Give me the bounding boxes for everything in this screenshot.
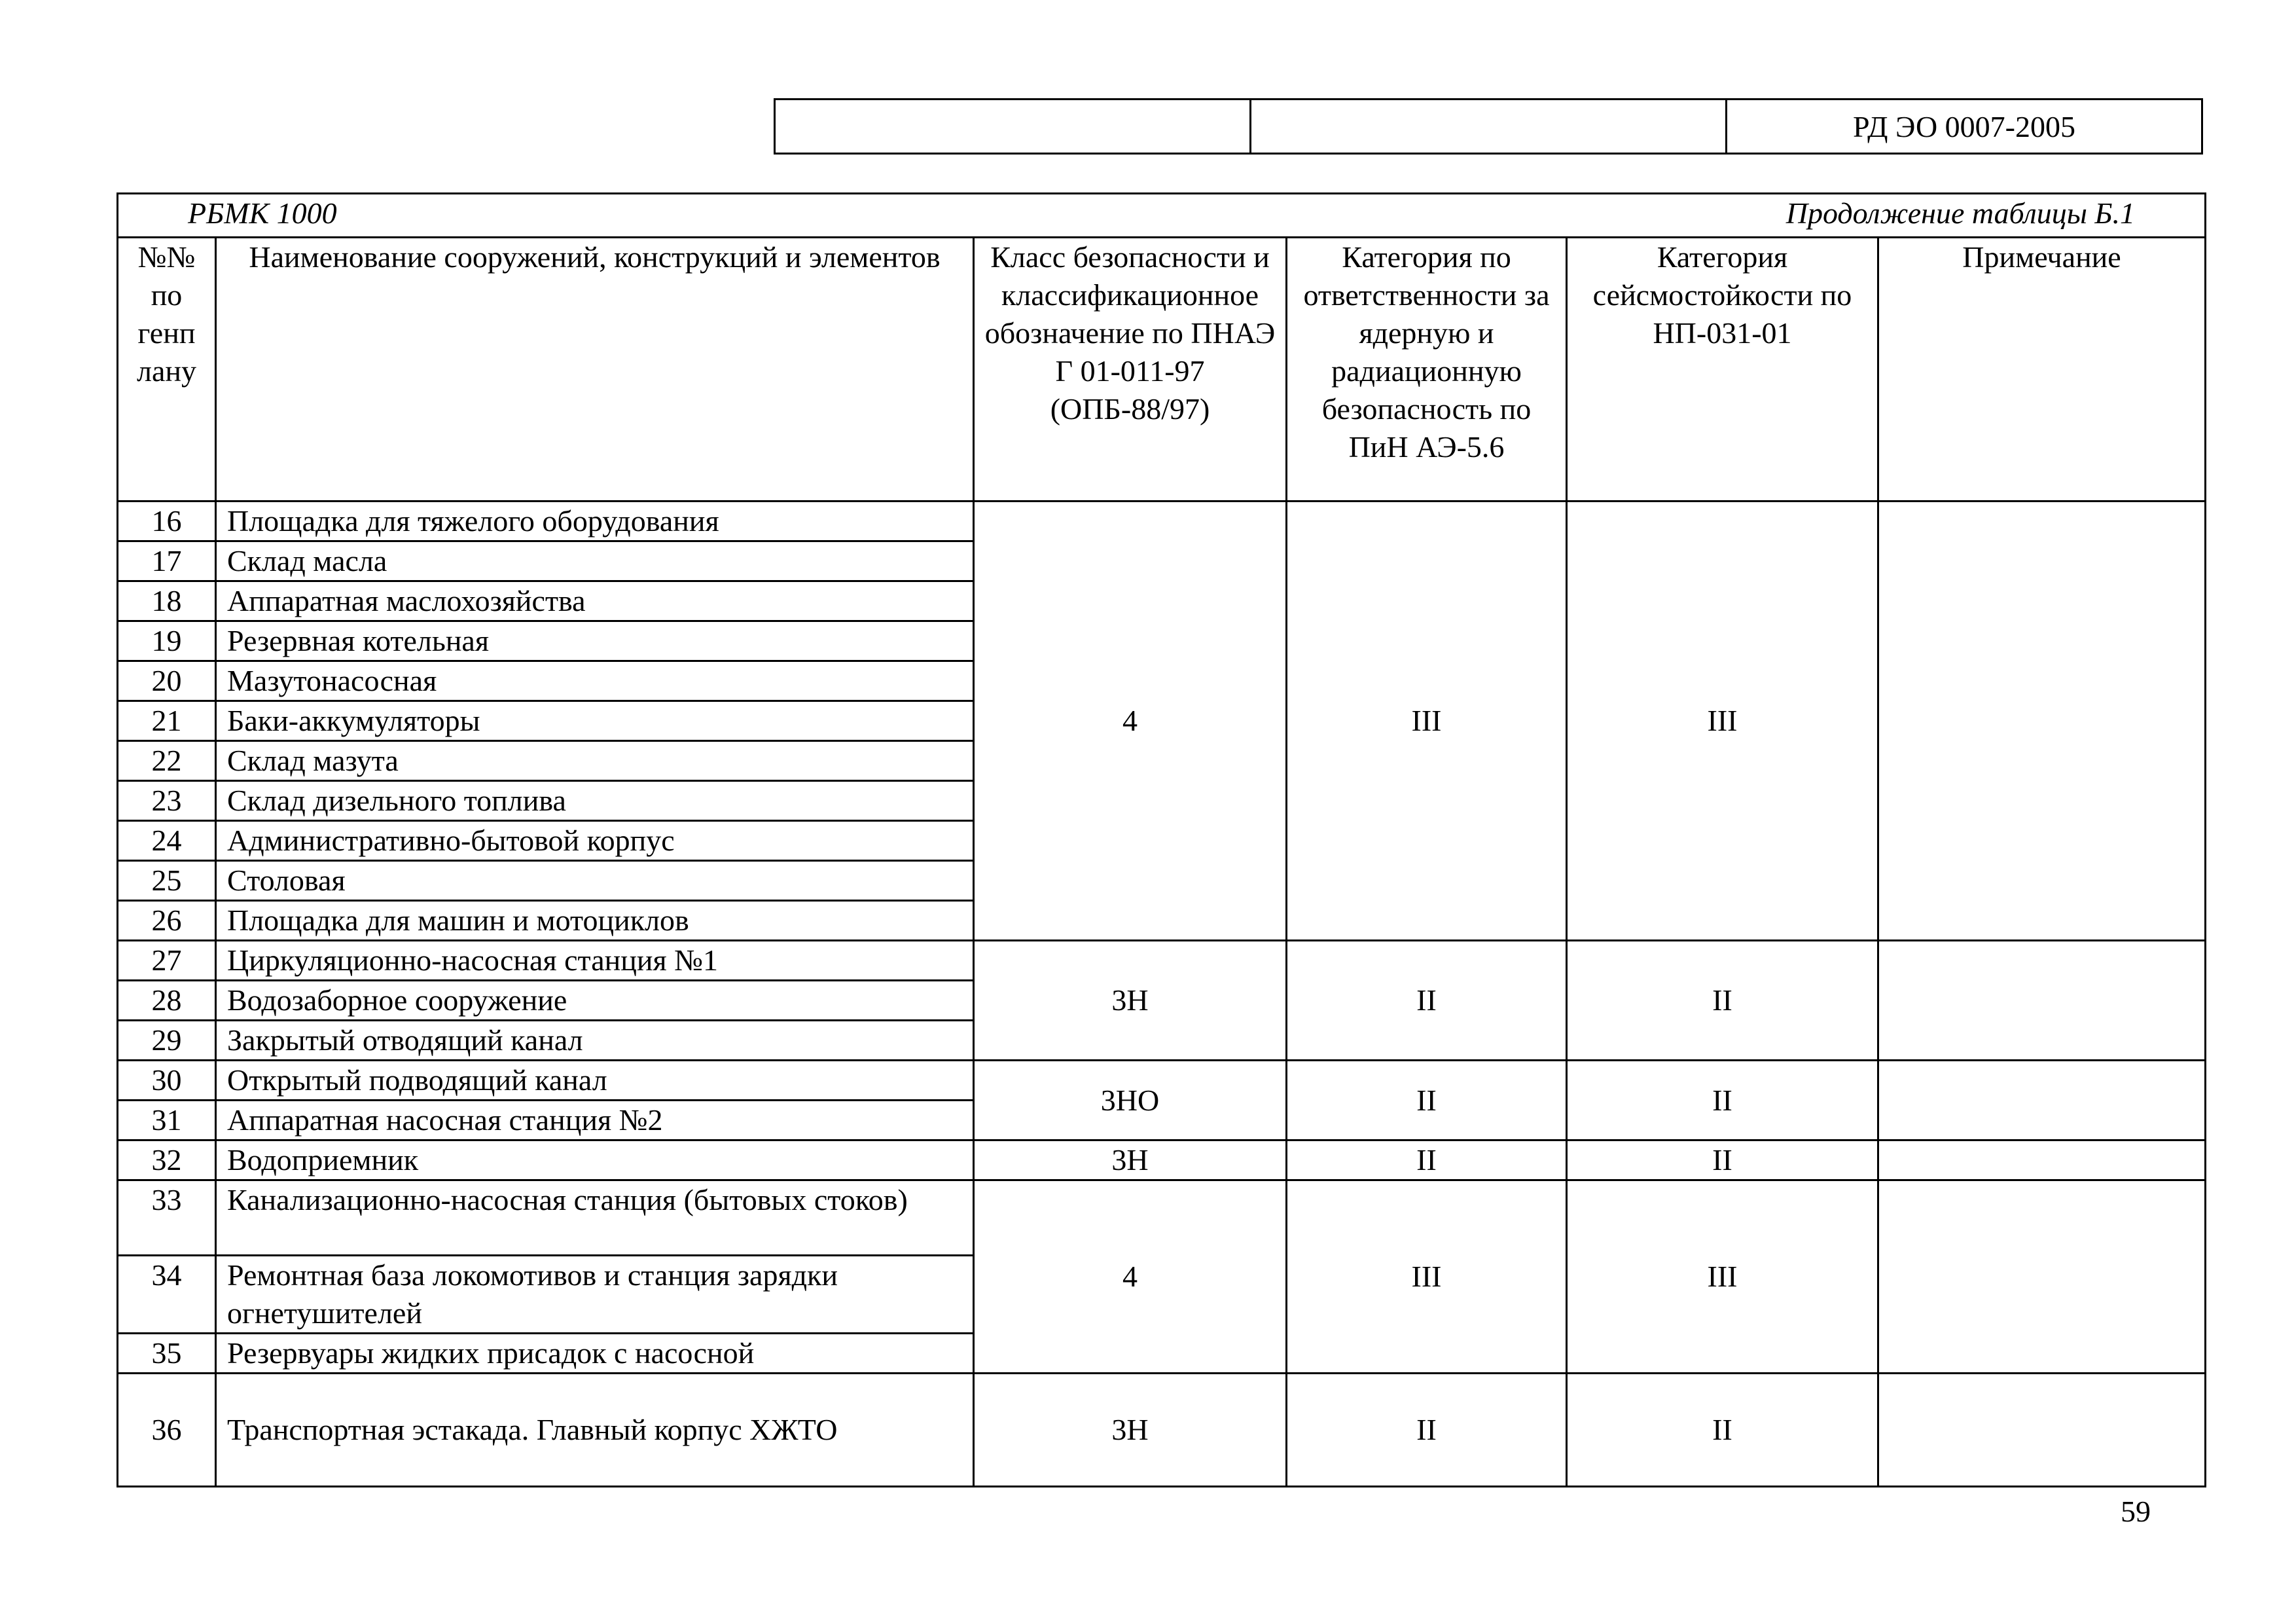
- page-number: 59: [2121, 1495, 2151, 1528]
- row-name: Резервуары жидких присадок с насосной: [216, 1334, 974, 1374]
- group-note: [1878, 1180, 2206, 1374]
- group-responsibility: II: [1287, 1374, 1567, 1487]
- col-header-name: Наименование сооружений, конструкций и элементов: [216, 238, 974, 501]
- col-header-responsibility: Категория по ответственности за ядерную и радиационную безопасность по ПиН АЭ-5.6: [1287, 238, 1567, 501]
- table-row: [118, 941, 2206, 981]
- row-num: 28: [118, 981, 216, 1021]
- group-seismic: III: [1567, 1180, 1878, 1374]
- row-name: Мазутонасосная: [216, 661, 974, 701]
- row-num: 21: [118, 701, 216, 741]
- table-row: [118, 501, 2206, 541]
- group-responsibility: II: [1287, 1061, 1567, 1140]
- group-note: [1878, 501, 2206, 941]
- col-header-num: №№ по генп лану: [118, 238, 216, 501]
- row-name: Закрытый отводящий канал: [216, 1021, 974, 1061]
- row-num: 17: [118, 541, 216, 581]
- group-note: [1878, 1140, 2206, 1180]
- table-caption-row: [118, 194, 2206, 238]
- table-row: [118, 1374, 2206, 1487]
- row-num: 26: [118, 901, 216, 941]
- group-safety-class: 4: [974, 501, 1287, 941]
- row-name: Транспортная эстакада. Главный корпус ХЖТО: [216, 1374, 974, 1487]
- row-num: 32: [118, 1140, 216, 1180]
- row-num: 31: [118, 1101, 216, 1140]
- row-num: 16: [118, 501, 216, 541]
- group-safety-class: 3Н: [974, 1140, 1287, 1180]
- row-name: Столовая: [216, 861, 974, 901]
- row-num: 18: [118, 581, 216, 621]
- table-row: [118, 1061, 2206, 1101]
- group-responsibility: II: [1287, 1140, 1567, 1180]
- row-num: 33: [118, 1180, 216, 1256]
- row-num: 27: [118, 941, 216, 981]
- row-name: Циркуляционно-насосная станция №1: [216, 941, 974, 981]
- group-note: [1878, 941, 2206, 1061]
- group-safety-class: 3Н: [974, 1374, 1287, 1487]
- header-doc-code: РД ЭО 0007-2005: [1853, 109, 2075, 143]
- document-header-box: [774, 98, 2203, 155]
- row-num: 23: [118, 781, 216, 821]
- group-safety-class: 3Н: [974, 941, 1287, 1061]
- row-num: 20: [118, 661, 216, 701]
- col-header-note: Примечание: [1878, 238, 2206, 501]
- column-header-row: [118, 238, 2206, 501]
- group-seismic: II: [1567, 1061, 1878, 1140]
- row-num: 29: [118, 1021, 216, 1061]
- row-name: Резервная котельная: [216, 621, 974, 661]
- row-num: 30: [118, 1061, 216, 1101]
- row-name: Ремонтная база локомотивов и станция зарядки огнетушителей: [216, 1256, 974, 1334]
- table-row: [118, 1140, 2206, 1180]
- row-num: 36: [118, 1374, 216, 1487]
- row-name: Административно-бытовой корпус: [216, 821, 974, 861]
- row-name: Водозаборное сооружение: [216, 981, 974, 1021]
- row-num: 35: [118, 1334, 216, 1374]
- row-name: Канализационно-насосная станция (бытовых стоков): [216, 1180, 974, 1256]
- row-name: Площадка для машин и мотоциклов: [216, 901, 974, 941]
- row-num: 24: [118, 821, 216, 861]
- row-num: 34: [118, 1256, 216, 1334]
- row-name: Площадка для тяжелого оборудования: [216, 501, 974, 541]
- group-note: [1878, 1061, 2206, 1140]
- row-num: 25: [118, 861, 216, 901]
- col-header-safety-class: Класс безопасности и классификационное обозначение по ПНАЭ Г 01-011-97 (ОПБ-88/97): [974, 238, 1287, 501]
- row-num: 22: [118, 741, 216, 781]
- group-seismic: II: [1567, 1374, 1878, 1487]
- row-name: Склад дизельного топлива: [216, 781, 974, 821]
- row-name: Склад мазута: [216, 741, 974, 781]
- group-responsibility: II: [1287, 941, 1567, 1061]
- group-responsibility: III: [1287, 1180, 1567, 1374]
- group-seismic: III: [1567, 501, 1878, 941]
- header-cell-empty-2: [1251, 100, 1727, 153]
- row-name: Аппаратная маслохозяйства: [216, 581, 974, 621]
- header-cell-empty-1: [776, 100, 1251, 153]
- row-num: 19: [118, 621, 216, 661]
- group-safety-class: 3НО: [974, 1061, 1287, 1140]
- col-header-seismic: Категория сейсмостойкости по НП-031-01: [1567, 238, 1878, 501]
- group-note: [1878, 1374, 2206, 1487]
- classification-table: [117, 192, 2206, 1487]
- group-seismic: II: [1567, 1140, 1878, 1180]
- row-name: Баки-аккумуляторы: [216, 701, 974, 741]
- caption-right: Продолжение таблицы Б.1: [1785, 196, 2136, 230]
- row-name: Аппаратная насосная станция №2: [216, 1101, 974, 1140]
- group-seismic: II: [1567, 941, 1878, 1061]
- group-safety-class: 4: [974, 1180, 1287, 1374]
- row-name: Водоприемник: [216, 1140, 974, 1180]
- row-name: Склад масла: [216, 541, 974, 581]
- group-responsibility: III: [1287, 501, 1567, 941]
- row-name: Открытый подводящий канал: [216, 1061, 974, 1101]
- caption-left: РБМК 1000: [188, 196, 337, 230]
- table-row: [118, 1180, 2206, 1256]
